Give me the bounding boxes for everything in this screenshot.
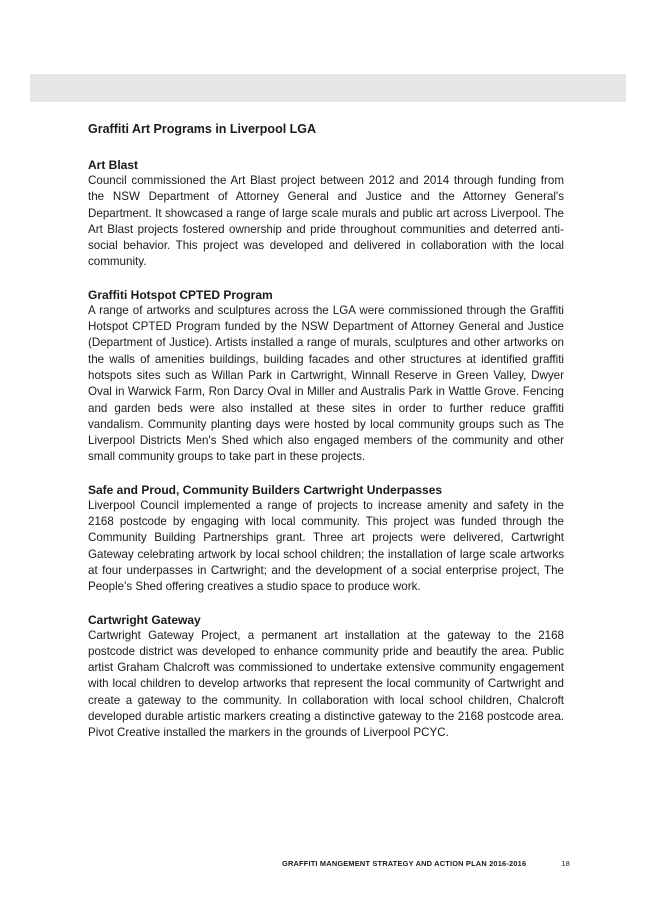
section-art-blast <box>88 157 564 271</box>
section-cartwright-gateway <box>88 612 564 742</box>
section-heading: Graffiti Hotspot CPTED Program <box>88 287 273 302</box>
section-paragraph: A range of artworks and sculptures across the LGA were commissioned through the Graffiti Hotspot CPTED Program funded by the NSW Department of Attorney General and Justice (Department of Justice). Artists installed a range of murals, sculptures and other artworks on the walls of amenities buildings, building facades and other structures at identified graffiti hotspots sites such as Willan Park in Cartwright, Winnall Reserve in Green Valley, Dwyer Oval in Warwick Farm, Ron Darcy Oval in Miller and Australis Park in Wattle Grove. Fencing and garden beds were also installed at these sites in order to further reduce graffiti vandalism. Community planting days were hosted by local community groups such as The Liverpool Districts Men's Shed which also engaged members of the community and other small community groups to take part in these projects. <box>88 303 564 464</box>
section-paragraph: Council commissioned the Art Blast project between 2012 and 2014 through funding from the NSW Department of Attorney General and Justice and the Attorney General's Department. It showcased a range of large scale murals and public art across Liverpool. The Art Blast projects fostered ownership and pride throughout communities and deterred anti-social behavior. This project was developed and delivered in collaboration with the local community. <box>88 174 564 269</box>
header-banner <box>30 74 626 102</box>
section-heading: Safe and Proud, Community Builders Cartwright Underpasses <box>88 482 443 497</box>
footer-title: GRAFFITI MANGEMENT STRATEGY AND ACTION PLAN 2016-2016 <box>282 859 527 868</box>
section-safe-and-proud <box>88 482 564 596</box>
section-heading: Art Blast <box>88 158 139 172</box>
page-number: 18 <box>561 859 570 868</box>
section-heading: Cartwright Gateway <box>88 612 201 627</box>
section-paragraph: Cartwright Gateway Project, a permanent art installation at the gateway to the 2168 postcode district was developed to enhance community pride and beautify the area. Public artist Graham Chalcroft was commissioned to undertake extensive community engagement with local children to develop artworks that represent the local community of Cartwright and create a gateway to the community. In collaboration with local school children, Chalcroft developed durable artistic markers creating a distinctive gateway to the 2168 postcode area. Pivot Creative installed the markers in the grounds of Liverpool PCYC. <box>88 628 564 740</box>
document-title: Graffiti Art Programs in Liverpool LGA <box>88 122 317 136</box>
section-graffiti-hotspot <box>88 287 564 466</box>
document-body <box>88 121 564 758</box>
section-paragraph: Liverpool Council implemented a range of projects to increase amenity and safety in the 2168 postcode by engaging with local community. This project was funded through the Community Building Partnerships grant. Three art projects were delivered, Cartwright Gateway celebrating artwork by local school children; the installation of large scale artworks at four underpasses in Cartwright; and the development of a social enterprise project, The People's Shed offering creatives a studio space to produce work. <box>88 498 564 594</box>
page-footer <box>282 858 570 870</box>
